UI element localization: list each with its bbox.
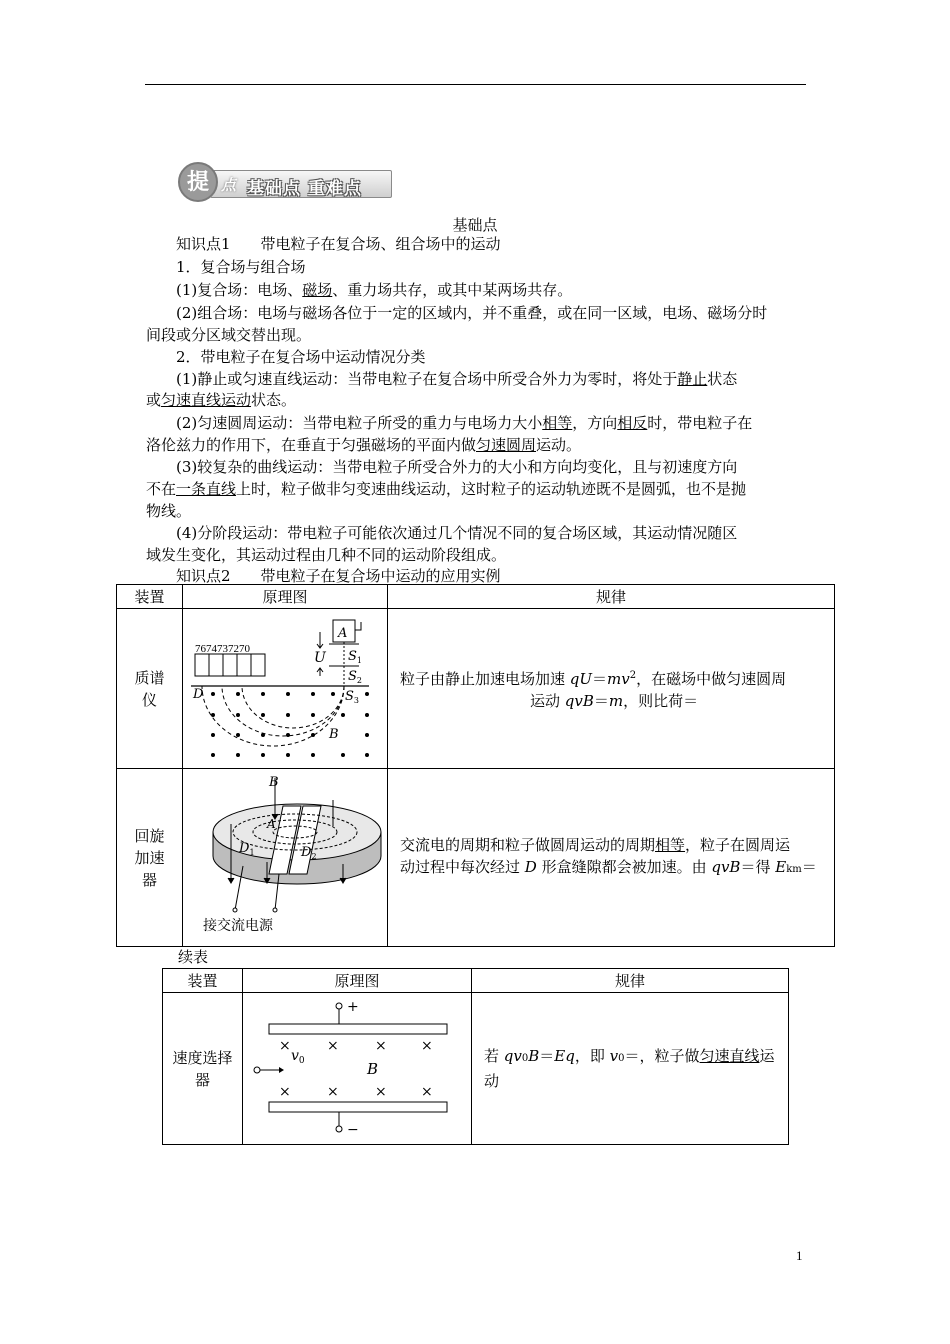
text: ＝，粒子做: [624, 1047, 700, 1065]
header-device: 装置: [163, 969, 243, 993]
underlined-text: 匀速直线: [699, 1047, 760, 1065]
svg-text:×: ×: [327, 1037, 339, 1054]
underlined-text: 匀速圆周: [476, 436, 537, 454]
text: B: [528, 1047, 540, 1065]
text: ，则比荷＝: [623, 692, 699, 710]
rule-cyclotron: [388, 769, 835, 947]
kp1-p2-line2: 间段或分区域交替出现。: [146, 326, 312, 344]
section-banner: [178, 160, 392, 204]
kp1-heading: 知识点1 带电粒子在复合场、组合场中的运动: [176, 235, 501, 253]
underlined-text: 磁场: [302, 281, 333, 299]
label-U: U: [314, 649, 326, 666]
kp2-heading: 知识点2 带电粒子在复合场中运动的应用实例: [176, 567, 501, 585]
text: (1)复合场：电场、: [176, 281, 303, 299]
device-label: 速度选择器: [172, 1048, 233, 1089]
kp1-p5-line2: [146, 478, 746, 500]
header-rule: 规律: [472, 969, 789, 993]
banner-badge: 提: [178, 162, 218, 202]
label-B: B: [329, 726, 339, 742]
text: mv: [607, 670, 630, 688]
svg-text:×: ×: [375, 1083, 387, 1100]
text: ＝得: [740, 858, 776, 876]
kp1-p1: [176, 279, 572, 301]
kp1-p2-line1: (2)组合场：电场与磁场各位于一定的区域内，并不重叠，或在同一区域，电场、磁场分时: [176, 304, 768, 322]
header-diagram: 原理图: [183, 585, 388, 609]
text: m: [608, 692, 624, 710]
mass-spectrometer-diagram: [183, 610, 387, 768]
kp1-p6-line2: 域发生变化，其运动过程由几种不同的运动阶段组成。: [146, 546, 507, 564]
apparatus-table: [116, 584, 835, 947]
kp1-p4-line1: [176, 412, 752, 434]
label-D1: $D_1$: [239, 840, 255, 857]
text: qv: [503, 1047, 522, 1065]
underlined-text: 相反: [617, 414, 648, 432]
rule-line-1: [400, 665, 822, 690]
rule-line-2: [400, 856, 822, 881]
header-device: 装置: [117, 585, 183, 609]
svg-text:×: ×: [421, 1037, 433, 1054]
kp1-p4-line2: [146, 434, 581, 456]
banner-small-char: 点: [221, 176, 237, 194]
device-name: [163, 993, 243, 1145]
label-plus: +: [347, 998, 359, 1015]
text: ，方向: [572, 414, 618, 432]
text: 洛伦兹力的作用下，在垂直于匀强磁场的平面内做: [146, 436, 477, 454]
banner-ribbon: [210, 170, 392, 198]
underlined-text: 相等: [655, 836, 686, 854]
text: 、重力场共存，或其中某两场共存。: [332, 281, 573, 299]
velocity-selector-diagram: [243, 994, 471, 1144]
text: 形盒缝隙都会被加速。由: [536, 858, 712, 876]
table-row: [117, 769, 835, 947]
page-number: 1: [796, 1248, 803, 1263]
label-S1: $S_1$: [348, 648, 362, 665]
scale-label: 7674737270: [195, 642, 250, 655]
text: 或: [146, 391, 162, 409]
kp1-p3-line1: [176, 368, 737, 390]
text: 交流电的周期和粒子做圆周运动的周期: [400, 836, 656, 854]
rule-velocity-selector: [472, 993, 789, 1145]
text: ＝: [801, 858, 817, 876]
rule-line-2: 动: [484, 1072, 500, 1090]
label-A: A: [338, 625, 348, 641]
cyclotron-diagram-cell: [183, 769, 388, 947]
text: 运动。: [536, 436, 582, 454]
kp1-p3-line2: [146, 389, 296, 411]
label-S2: $S_2$: [348, 668, 362, 685]
label-A: A: [267, 816, 276, 831]
text: 动过程中每次经过: [400, 858, 525, 876]
text: qvB: [564, 692, 594, 710]
kp1-p5-line1: (3)较复杂的曲线运动：当带电粒子所受合外力的大小和方向均变化，且与初速度方向: [176, 458, 738, 476]
header-rule: [145, 84, 806, 85]
subscript: 0: [618, 1053, 625, 1064]
device-name: [117, 769, 183, 947]
continued-table-label: 续表: [178, 948, 209, 966]
header-diagram: 原理图: [243, 969, 472, 993]
text: (2)匀速圆周运动：当带电粒子所受的重力与电场力大小: [176, 414, 543, 432]
header-rule: 规律: [388, 585, 835, 609]
text: v: [609, 1047, 619, 1065]
continued-table: [162, 968, 789, 1145]
text: 粒子由静止加速电场加速: [400, 670, 570, 688]
text: (1)静止或匀速直线运动：当带电粒子在复合场中所受合外力为零时，将处于: [176, 370, 678, 388]
mass-spectrometer-diagram-cell: [183, 609, 388, 769]
section-title: 基础点: [452, 216, 498, 234]
text: 状态: [707, 370, 738, 388]
cyclotron-diagram: [183, 770, 387, 946]
device-name: [117, 609, 183, 769]
text: ＝: [593, 692, 609, 710]
rule-line-1: [484, 1045, 776, 1070]
underlined-text: 一条直线: [176, 480, 237, 498]
kp1-p6-line1: (4)分阶段运动：带电粒子可能依次通过几个情况不同的复合场区域，其运动情况随区: [176, 524, 738, 542]
superscript: 2: [629, 670, 637, 681]
table-row: [163, 993, 789, 1145]
label-v0: $v_0$: [291, 1047, 305, 1066]
kp1-p5-line3: 物线。: [146, 502, 192, 520]
text: qU: [569, 670, 593, 688]
text: D: [524, 858, 537, 876]
text: E: [775, 858, 787, 876]
text: ，即: [574, 1047, 610, 1065]
svg-text:×: ×: [375, 1037, 387, 1054]
label-D: D: [193, 686, 204, 702]
text: 运: [759, 1047, 775, 1065]
text: ，粒子在圆周运: [685, 836, 791, 854]
text: 运动: [530, 692, 565, 710]
text: 时，带电粒子在: [647, 414, 753, 432]
svg-text:×: ×: [279, 1083, 291, 1100]
label-B: B: [367, 1059, 379, 1078]
svg-text:×: ×: [327, 1083, 339, 1100]
text: 若: [484, 1047, 504, 1065]
table-header-row: [163, 969, 789, 993]
device-label: 质谱仪: [134, 668, 165, 709]
banner-title: 基础点 重难点: [247, 179, 362, 199]
text: 状态。: [251, 391, 297, 409]
svg-text:×: ×: [421, 1083, 433, 1100]
label-minus: −: [347, 1121, 359, 1138]
text: Eq: [554, 1047, 575, 1065]
kp1-s1: 1．复合场与组合场: [176, 258, 306, 276]
underlined-text: 静止: [677, 370, 708, 388]
table-header-row: [117, 585, 835, 609]
rule-line-2: [400, 690, 822, 712]
text: ，在磁场中做匀速圆周: [636, 670, 787, 688]
label-D2: $D_2$: [301, 844, 317, 861]
rule-mass-spectrometer: [388, 609, 835, 769]
table-row: [117, 609, 835, 769]
text: 上时，粒子做非匀变速曲线运动，这时粒子的运动轨迹既不是圆弧，也不是抛: [236, 480, 747, 498]
text: ＝: [539, 1047, 555, 1065]
text: 不在: [146, 480, 177, 498]
subscript: km: [786, 864, 802, 875]
label-B: B: [269, 774, 279, 790]
device-label: 回旋加速器: [134, 826, 165, 889]
underlined-text: 匀速直线运动: [161, 391, 252, 409]
text: qvB: [711, 858, 741, 876]
underlined-text: 相等: [542, 414, 573, 432]
velocity-selector-diagram-cell: [243, 993, 472, 1145]
label-S3: $S_3$: [345, 688, 359, 705]
text: ＝: [592, 670, 608, 688]
kp1-s2: 2．带电粒子在复合场中运动情况分类: [176, 348, 426, 366]
rule-line-1: [400, 834, 822, 856]
label-power: 接交流电源: [203, 917, 273, 934]
svg-text:×: ×: [279, 1037, 291, 1054]
subscript: 0: [521, 1053, 529, 1064]
